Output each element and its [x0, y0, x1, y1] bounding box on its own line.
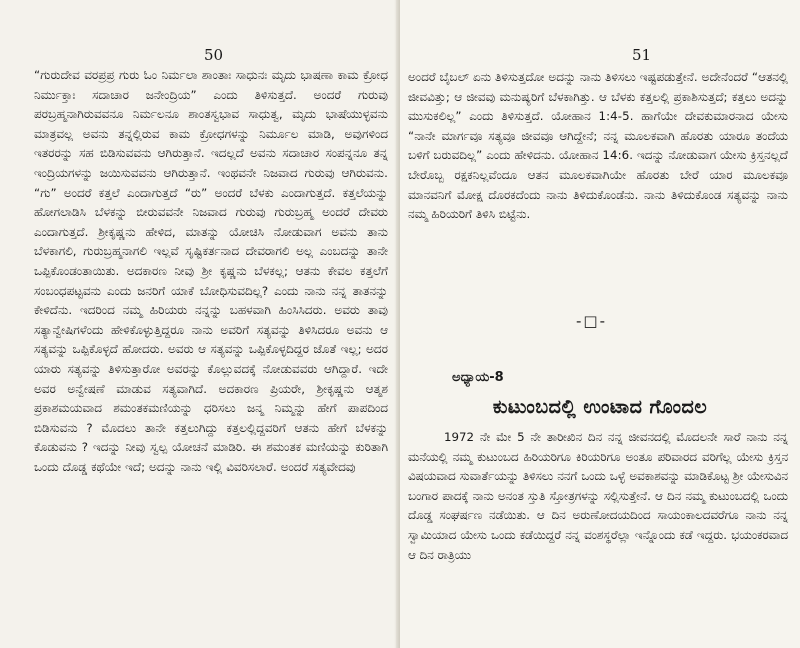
- left-page-paragraph: “ಗುರುದೇವ ವರಪ್ರಪ್ರ ಗುರು ಓಂ ನಿರ್ಮಲಾ ಶಾಂತಾಃ ಸಾಧುನಃ ಮೃದು ಭಾಷಣಾ ಕಾಮ ಕ್ರೋಧ ನಿರ್ಮುಕ್ತಾಃ ಸದಾಚಾರ ಜನೇಂದ್ರಿಯ” ಎಂದು ತಿಳಿಸುತ್ತದೆ. ಅಂದರೆ ಗುರುವು ಪರಬ್ರಹ್ಮನಾಗಿರುವವನೂ ನಿರ್ಮಲನೂ ಶಾಂತಸ್ವಭಾವ ಸಾಧುತ್ವ, ಮೃದು ಭಾಷೆಯುಳ್ಳವನು ಮಾತ್ರವಲ್ಲ ಅವನು ತನ್ನಲ್ಲಿರುವ ಕಾಮ ಕ್ರೋಧಗಳನ್ನು ನಿರ್ಮೂಲ ಮಾಡಿ, ಅವುಗಳಿಂದ ಇತರರನ್ನು ಸಹ ಬಿಡಿಸುವವನು ಆಗಿರುತ್ತಾನೆ. ಇದಲ್ಲದೆ ಅವನು ಸದಾಚಾರ ಸಂಪನ್ನನೂ ತನ್ನ ಇಂದ್ರಿಯಗಳನ್ನು ಜಯಿಸುವವನು ಆಗಿರುತ್ತಾನೆ. ಇಂಥವನೇ ನಿಜವಾದ ಗುರುವು ಆಗಿರುವನು. “ಗು” ಅಂದರೆ ಕತ್ತಲೆ ಎಂದಾಗುತ್ತದೆ “ರು” ಅಂದರೆ ಬೆಳಕು ಎಂದಾಗುತ್ತದೆ. ಕತ್ತಲೆಯನ್ನು ಹೋಗಲಾಡಿಸಿ ಬೆಳಕನ್ನು ಬೀರುವವನೇ ನಿಜವಾದ ಗುರುವು ಗುರುಬ್ರಹ್ಮ ಅಂದರೆ ದೇವರು ಎಂದಾಗುತ್ತದೆ. ಶ್ರೀಕೃಷ್ಣನು ಹೇಳಿದ, ಮಾತನ್ನು ಯೋಚಿಸಿ ನೋಡುವಾಗ ಅವನು ತಾನು ಬೆಳಕಾಗಲಿ, ಗುರುಬ್ರಹ್ಮನಾಗಲಿ ಇಲ್ಲವೆ ಸೃಷ್ಟಿಕರ್ತನಾದ ದೇವರಾಗಲಿ ಅಲ್ಲ ಎಂಬದನ್ನು ತಾನೇ ಒಪ್ಪಿಕೊಂಡಂತಾಯಿತು. ಅದಕಾರಣ ನೀವು ಶ್ರೀ ಕೃಷ್ಣನು ಬೆಳಕಲ್ಲ; ಆತನು ಕೇವಲ ಕತ್ತಲೆಗೆ ಸಂಬಂಧಪಟ್ಟವನು ಎಂದು ಜನರಿಗೆ ಯಾಕೆ ಬೋಧಿಸುವದಿಲ್ಲ? ಎಂದು ನಾನು ನನ್ನ ತಾತನನ್ನು ಕೇಳಿದೆನು. ಇದರಿಂದ ನಮ್ಮ ಹಿರಿಯರು ನನ್ನನ್ನು ಬಹಳವಾಗಿ ಹಿಂಸಿಸಿದರು. ಅವರು ತಾವು ಸತ್ಯಾನ್ವೇಷಿಗಳೆಂದು ಹೇಳಿಕೊಳ್ಳುತ್ತಿದ್ದರೂ ನಾನು ಅವರಿಗೆ ಸತ್ಯವನ್ನು ತಿಳಿಸಿದರೂ ಅವನು ಆ ಸತ್ಯವನ್ನು ಒಪ್ಪಿಕೊಳ್ಳದೆ ಹೋದರು. ಅವರು ಆ ಸತ್ಯವನ್ನು ಒಪ್ಪಿಕೊಳ್ಳದಿದ್ದರ ಜೊತೆ ಇಲ್ಲ; ಅದರ ಯಾರು ಸತ್ಯವನ್ನು ತಿಳಿಸುತ್ತಾರೋ ಅವರನ್ನು ಕೊಲ್ಲುವದಕ್ಕೆ ನೋಡುವವರು ಆಗಿದ್ದಾರೆ. ಇದೇ ಅವರ ಅನ್ವೇಷಣೆ ಮಾಡುವ ಸತ್ಯವಾಗಿದೆ. ಅದಕಾರಣ ಪ್ರಿಯರೇ, ಶ್ರೀಕೃಷ್ಣನು ಆತ್ಮಶ ಪ್ರಕಾಶಮಯವಾದ ಶಮಂತಕಮಣಿಯನ್ನು ಧರಿಸಲು ಜನ್ಮ ನಿಮ್ಮನ್ನು ಹೇಗೆ ಪಾಪದಿಂದ ಬಿಡಿಸುವನು ? ಮೊದಲು ತಾನೇ ಕತ್ತಲುಗಿದ್ದು ಕತ್ತಲಲ್ಲಿದ್ದವರಿಗೆ ಆತನು ಹೇಗೆ ಬೆಳಕನ್ನು ಕೊಡುವನು ? ಇದನ್ನು ನೀವು ಸ್ವಲ್ಪ ಯೋಚನೆ ಮಾಡಿರಿ. ಈ ಶಮಂತಕ ಮಣಿಯನ್ನು ಕುರಿತಾಗಿ ಒಂದು ದೊಡ್ಡ ಕಥೆಯೇ ಇದೆ; ಅದನ್ನು ನಾನು ಇಲ್ಲಿ ವಿವರಿಸಲಾರೆ. ಅಂದರೆ ಸತ್ಯವೇದವು: [34, 68, 388, 474]
- chapter-title: ಕುಟುಂಬದಲ್ಲಿ ಉಂಟಾದ ಗೊಂದಲ: [492, 396, 708, 418]
- chapter-paragraph: 1972 ನೇ ಮೇ 5 ನೇ ತಾರೀಖಿನ ದಿನ ನನ್ನ ಜೀವನದಲ್ಲಿ ಮೊದಲನೇ ಸಾರೆ ನಾನು ನನ್ನ ಮನೆಯಲ್ಲಿ ನಮ್ಮ ಕುಟುಂಬದ ಹಿರಿಯರಿಗೂ ಕಿರಿಯರಿಗೂ ಅಂತೂ ಪರಿವಾರದ ವರಿಗೆಲ್ಲ ಯೇಸು ಕ್ರಿಸ್ತನ ವಿಷಯವಾದ ಸುವಾರ್ತೆಯನ್ನು ತಿಳಿಸಲು ನನಗೆ ಒಂದು ಒಳ್ಳೆ ಅವಕಾಶವನ್ನು ಮಾಡಿಕೊಟ್ಟ ಶ್ರೀ ಯೇಸುವಿನ ಬಂಗಾರ ಪಾದಕ್ಕೆ ನಾನು ಅನಂತ ಸ್ತುತಿ ಸ್ತೋತ್ರಗಳನ್ನು ಸಲ್ಲಿಸುತ್ತೇನೆ. ಆ ದಿನ ನಮ್ಮ ಕುಟುಂಬದಲ್ಲಿ ಒಂದು ದೊಡ್ಡ ಸಂಘರ್ಷಣ ನಡೆಯಿತು. ಆ ದಿನ ಅರುಣೋದಯದಿಂದ ಸಾಯಂಕಾಲದವರೆಗೂ ನಾನು ನನ್ನ ಸ್ವಾಮಿಯಾದ ಯೇಸು ಒಂದು ಕಡೆಯಿದ್ದರೆ ನನ್ನ ವಂಶಸ್ಥರೆಲ್ಲಾ ಇನ್ನೊಂದು ಕಡೆ ಇದ್ದರು. ಭಯಂಕರವಾದ ಆ ದಿನ ರಾತ್ರಿಯು: [408, 430, 788, 562]
- chapter-body: [408, 428, 788, 565]
- section-divider: -□-: [576, 312, 607, 330]
- right-page: [400, 0, 800, 648]
- left-page-body: [34, 66, 388, 477]
- chapter-label: ಅಧ್ಯಾಯ-8: [452, 370, 504, 385]
- page-number-left: 50: [204, 46, 224, 64]
- page-number-right: 51: [632, 46, 652, 64]
- right-page-paragraph: ಅಂದರೆ ಬೈಬಲ್ ಏನು ತಿಳಿಸುತ್ತದೋ ಅದನ್ನು ನಾನು ತಿಳಿಸಲು ಇಷ್ಟಪಡುತ್ತೇನೆ. ಅದೇನೆಂದರೆ “ಆತನಲ್ಲಿ ಜೀವವಿತ್ತು; ಆ ಜೀವವು ಮನುಷ್ಯರಿಗೆ ಬೆಳಕಾಗಿತ್ತು. ಆ ಬೆಳಕು ಕತ್ತಲಲ್ಲಿ ಪ್ರಕಾಶಿಸುತ್ತದೆ; ಕತ್ತಲು ಅದನ್ನು ಮುಸುಕಲಿಲ್ಲ” ಎಂದು ತಿಳಿಸುತ್ತದೆ. ಯೋಹಾನ 1:4-5. ಹಾಗೆಯೇ ದೇವಕುಮಾರನಾದ ಯೇಸು “ನಾನೇ ಮಾರ್ಗವೂ ಸತ್ಯವೂ ಜೀವವೂ ಆಗಿದ್ದೇನೆ; ನನ್ನ ಮೂಲಕವಾಗಿ ಹೊರತು ಯಾರೂ ತಂದೆಯ ಬಳಿಗೆ ಬರುವದಿಲ್ಲ” ಎಂದು ಹೇಳಿದನು. ಯೋಹಾನ 14:6. ಇದನ್ನು ನೋಡುವಾಗ ಯೇಸು ಕ್ರಿಸ್ತನಲ್ಲದೆ ಬೇರೊಬ್ಬ ರಕ್ಷಕನಿಲ್ಲವೆಂದೂ ಆತನ ಮೂಲಕವಾಗಿಯೇ ಹೊರತು ಬೇರೆ ಯಾರ ಮೂಲಕವೂ ಮಾನವನಿಗೆ ಮೋಕ್ಷ ದೊರಕದೆಂದು ನಾನು ತಿಳಿದುಕೊಂಡೆನು. ನಾನು ತಿಳಿದುಕೊಂಡ ಸತ್ಯವನ್ನು ನಾನು ನಮ್ಮ ಹಿರಿಯರಿಗೆ ತಿಳಿಸಿ ಬಿಟ್ಟೆನು.: [408, 70, 788, 222]
- right-page-body: [408, 68, 788, 225]
